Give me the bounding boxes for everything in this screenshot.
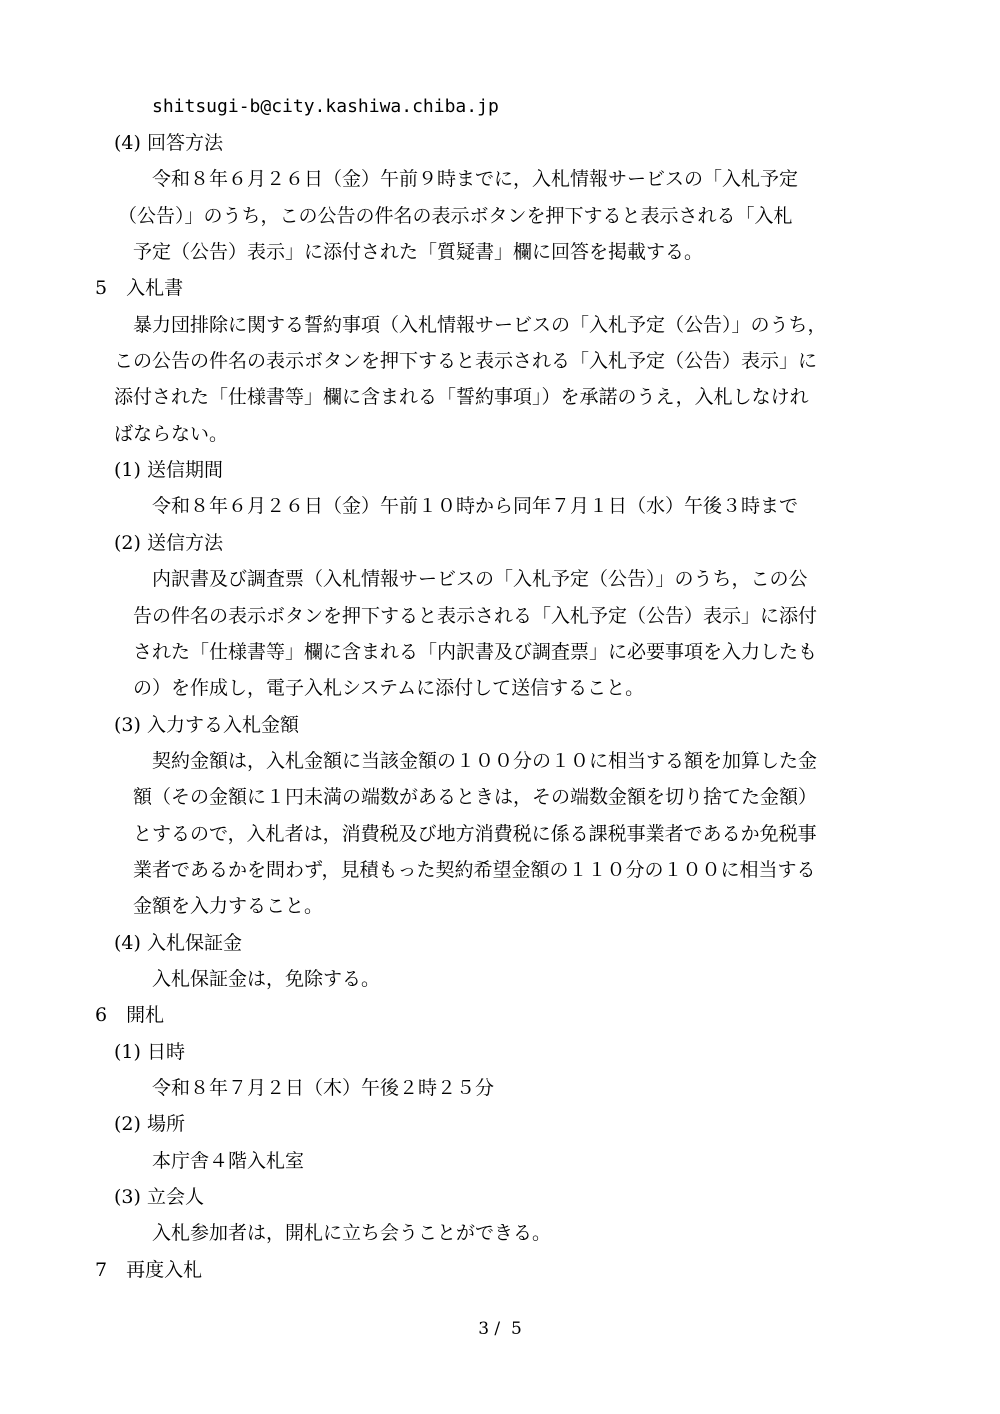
sec6-3-heading: (3) 立会人 [114,1186,204,1208]
sec5-2-line: 告の件名の表示ボタンを押下すると表示される「入札予定（公告）表示」に添付 [133,605,818,627]
sec4-4-line: 令和８年６月２６日（金）午前９時までに，入札情報サービスの「入札予定 [152,168,799,190]
email-address: shitsugi-b@city.kashiwa.chiba.jp [152,96,499,117]
sec6-1-line: 令和８年７月２日（木）午後２時２５分 [152,1077,495,1099]
sec5-heading: 5 入札書 [95,277,184,299]
sec5-3-line: 契約金額は，入札金額に当該金額の１００分の１０に相当する額を加算した金 [152,750,818,772]
sec5-line: 添付された「仕様書等」欄に含まれる「誓約事項」）を承諾のうえ，入札しなけれ [114,386,809,408]
sec4-4-line: 予定（公告）表示」に添付された「質疑書」欄に回答を掲載する。 [133,241,704,263]
sec5-4-heading: (4) 入札保証金 [114,932,242,954]
sec5-3-line: 額（その金額に１円未満の端数があるときは，その端数金額を切り捨てた金額） [133,786,818,808]
sec5-3-line: 業者であるかを問わず，見積もった契約希望金額の１１０分の１００に相当する [133,859,816,881]
sec5-2-heading: (2) 送信方法 [114,532,223,554]
sec6-heading: 6 開札 [95,1004,165,1026]
sec5-1-line: 令和８年６月２６日（金）午前１０時から同年７月１日（水）午後３時まで [152,495,799,517]
sec6-2-line: 本庁舎４階入札室 [152,1150,305,1172]
sec5-line: ばならない。 [114,423,229,445]
sec7-heading: 7 再度入札 [95,1259,203,1281]
sec5-3-line: 金額を入力すること。 [133,895,324,917]
sec5-line: この公告の件名の表示ボタンを押下すると表示される「入札予定（公告）表示」に [114,350,818,372]
sec5-2-line: の）を作成し，電子入札システムに添付して送信すること。 [133,677,645,699]
sec4-4-heading: (4) 回答方法 [114,132,223,154]
sec5-2-line: 内訳書及び調査票（入札情報サービスの「入札予定（公告）」のうち，この公 [152,568,808,590]
sec5-4-line: 入札保証金は，免除する。 [152,968,381,990]
sec5-1-heading: (1) 送信期間 [114,459,223,481]
sec5-3-line: とするので，入札者は，消費税及び地方消費税に係る課税事業者であるか免税事 [133,823,817,845]
sec5-line: 暴力団排除に関する誓約事項（入札情報サービスの「入札予定（公告）」のうち， [133,314,827,336]
sec4-4-line: （公告）」のうち，この公告の件名の表示ボタンを押下すると表示される「入札 [118,205,793,227]
sec5-2-line: された「仕様書等」欄に含まれる「内訳書及び調査票」に必要事項を入力したも [133,641,818,663]
sec6-3-line: 入札参加者は，開札に立ち会うことができる。 [152,1222,552,1244]
sec6-2-heading: (2) 場所 [114,1113,185,1135]
sec6-1-heading: (1) 日時 [114,1041,185,1063]
page-number: 3 / 5 [478,1319,522,1339]
sec5-3-heading: (3) 入力する入札金額 [114,714,299,736]
